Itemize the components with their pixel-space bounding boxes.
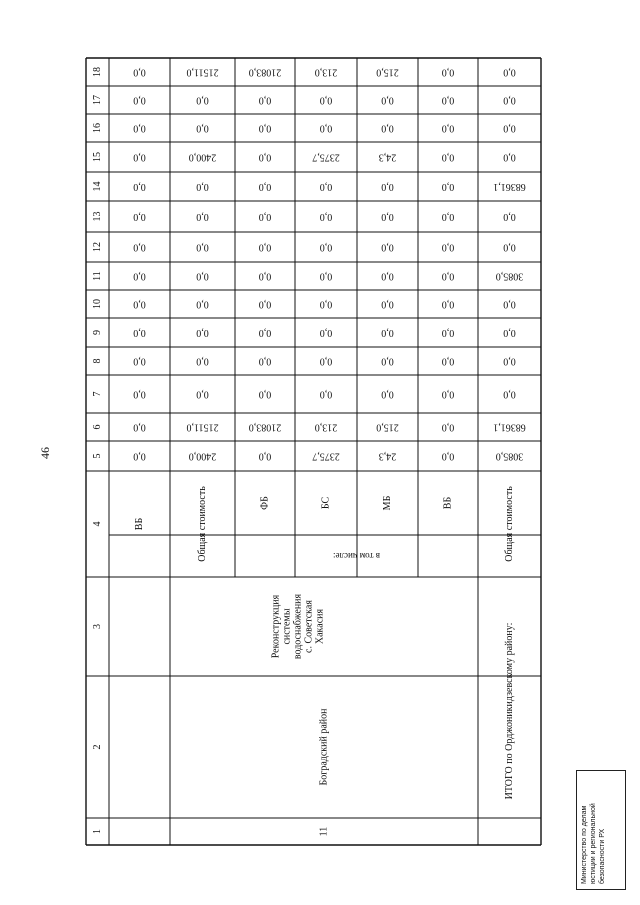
cell-value: 0,0: [196, 355, 209, 367]
project-name-line: Хакасия: [314, 608, 326, 645]
cell-value: 21083,0: [248, 66, 282, 78]
column-number: 11: [92, 271, 103, 281]
cell-value: 0,0: [258, 270, 272, 282]
cell-value: 0,0: [196, 388, 209, 400]
total-value: 3085,0: [495, 270, 524, 282]
cell-value: 0,0: [133, 355, 146, 367]
cell-value: 0,0: [133, 450, 146, 462]
cell-value: 0,0: [258, 355, 272, 367]
total-sublabel: Общая стоимость: [504, 486, 515, 562]
total-value: 0,0: [503, 241, 516, 253]
column-number: 15: [92, 152, 103, 162]
project-name-line: Реконструкция: [270, 594, 282, 659]
row-label: БС: [320, 496, 332, 510]
cell-value: 0,0: [196, 270, 209, 282]
cell-value: 0,0: [381, 388, 394, 400]
cell-value: 0,0: [196, 122, 209, 134]
column-number: 9: [92, 330, 103, 335]
stamp-line-3: безопасности РХ: [599, 828, 606, 884]
row-label: ФБ: [259, 496, 271, 510]
cell-value: 0,0: [133, 270, 146, 282]
cell-value: 0,0: [133, 151, 146, 163]
total-value: 0,0: [503, 94, 516, 106]
total-value: 0,0: [503, 151, 516, 163]
cell-value: 0,0: [133, 327, 146, 338]
total-value: 68361,1: [493, 421, 526, 433]
cell-value: 0,0: [258, 94, 272, 106]
total-value: 0,0: [503, 122, 516, 134]
total-value: 0,0: [503, 327, 516, 338]
cell-value: 0,0: [319, 181, 333, 192]
column-number: 17: [92, 95, 103, 105]
column-number: 7: [92, 391, 103, 397]
column-number: 5: [92, 453, 103, 459]
cell-value: 0,0: [133, 421, 146, 433]
cell-value: 2375,7: [312, 450, 340, 462]
total-value: 68361,1: [493, 181, 526, 192]
cell-value: 0,0: [133, 181, 146, 192]
district-index: 11: [318, 826, 330, 837]
row-label: ВБ: [134, 517, 145, 531]
total-value: 0,0: [503, 66, 516, 78]
cell-value: 0,0: [319, 211, 333, 222]
cell-value: 0,0: [441, 421, 455, 433]
cell-value: 0,0: [381, 270, 394, 282]
cell-value: 0,0: [258, 122, 272, 134]
cell-value: 0,0: [133, 241, 146, 253]
cell-value: 0,0: [133, 66, 146, 78]
cell-value: 2375,7: [312, 151, 340, 163]
cell-value: 0,0: [441, 298, 455, 310]
cell-value: 0,0: [381, 298, 394, 310]
cell-value: 0,0: [381, 94, 394, 106]
stamp-line-2: юстиции и региональной: [590, 803, 597, 884]
cell-value: 0,0: [258, 450, 272, 462]
cell-value: 0,0: [319, 241, 333, 253]
cell-value: 0,0: [133, 122, 146, 134]
cell-value: 213,0: [314, 66, 338, 78]
column-number: 8: [92, 358, 103, 364]
total-value: 3085,0: [495, 450, 524, 462]
cell-value: 24,3: [378, 450, 397, 462]
column-number: 4: [92, 521, 103, 527]
total-value: 0,0: [503, 298, 516, 310]
column-number: 12: [92, 242, 103, 252]
cell-value: 0,0: [258, 211, 272, 222]
cell-value: 0,0: [441, 122, 455, 134]
cell-value: 2400,0: [188, 450, 217, 462]
cell-value: 0,0: [441, 270, 455, 282]
cell-value: 0,0: [381, 241, 394, 253]
stamp-line-1: Министерство по делам: [581, 805, 588, 884]
cell-value: 0,0: [319, 298, 333, 310]
cell-value: 215,0: [376, 66, 399, 78]
project-name-line: с. Советская: [303, 600, 315, 653]
cell-value: 0,0: [196, 298, 209, 310]
cell-value: 0,0: [441, 355, 455, 367]
cell-value: 0,0: [441, 327, 455, 338]
cell-value: 0,0: [441, 241, 455, 253]
total-value: 0,0: [503, 211, 516, 222]
cell-value: 2400,0: [188, 151, 217, 163]
cell-value: 0,0: [319, 388, 333, 400]
column-number: 13: [92, 211, 103, 222]
cell-value: 0,0: [381, 327, 394, 338]
cell-value: 0,0: [133, 211, 146, 222]
total-value: 0,0: [503, 388, 516, 400]
cell-value: 0,0: [258, 388, 272, 400]
project-name-line: системы: [281, 608, 293, 645]
in-total-label: в том числе:: [333, 551, 380, 561]
cell-value: 0,0: [319, 327, 333, 338]
cell-value: 0,0: [196, 211, 209, 222]
column-number: 18: [92, 67, 103, 77]
cell-value: 213,0: [314, 421, 338, 433]
cell-value: 0,0: [258, 241, 272, 253]
cell-value: 0,0: [196, 94, 209, 106]
cell-value: 0,0: [441, 94, 455, 106]
row-label: ВБ: [442, 496, 454, 510]
cell-value: 0,0: [319, 122, 333, 134]
cell-value: 0,0: [319, 355, 333, 367]
cell-value: 0,0: [441, 66, 455, 78]
cell-value: 0,0: [381, 355, 394, 367]
project-name-line: водоснабжения: [292, 593, 304, 660]
cell-value: 0,0: [196, 181, 209, 192]
cell-value: 0,0: [381, 181, 394, 192]
column-number: 14: [92, 181, 103, 192]
cell-value: 0,0: [133, 94, 146, 106]
cell-value: 21083,0: [248, 421, 282, 433]
cell-value: 24,3: [378, 151, 397, 163]
cell-value: 215,0: [376, 421, 399, 433]
cell-value: 0,0: [381, 211, 394, 222]
cell-value: 0,0: [381, 122, 394, 134]
column-number: 6: [92, 424, 103, 430]
cell-value: 21511,0: [186, 421, 219, 433]
cell-value: 0,0: [196, 327, 209, 338]
cell-value: 0,0: [258, 151, 272, 163]
row-label: МБ: [382, 495, 393, 511]
cell-value: 0,0: [441, 211, 455, 222]
total-value: 0,0: [503, 355, 516, 367]
cell-value: 0,0: [196, 241, 209, 253]
cell-value: 0,0: [258, 327, 272, 338]
cell-value: 0,0: [258, 181, 272, 192]
cell-value: 0,0: [319, 270, 333, 282]
column-number: 3: [92, 624, 103, 629]
column-number: 1: [92, 829, 103, 834]
ministry-stamp: [576, 770, 626, 890]
cell-value: 21511,0: [186, 66, 219, 78]
cell-value: 0,0: [441, 151, 455, 163]
cell-value: 0,0: [319, 94, 333, 106]
row-label: Общая стоимость: [197, 486, 208, 562]
column-number: 10: [92, 299, 103, 309]
cell-value: 0,0: [441, 181, 455, 192]
cell-value: 0,0: [133, 388, 146, 400]
cell-value: 0,0: [258, 298, 272, 310]
page-number: 46: [37, 447, 52, 459]
cell-value: 0,0: [441, 388, 455, 400]
column-number: 2: [92, 744, 103, 750]
district-name: Боградский район: [318, 708, 330, 786]
cell-value: 0,0: [441, 450, 455, 462]
cell-value: 0,0: [133, 298, 146, 310]
column-number: 16: [92, 123, 103, 133]
total-label: ИТОГО по Орджоникидзевскому району:: [504, 622, 515, 800]
